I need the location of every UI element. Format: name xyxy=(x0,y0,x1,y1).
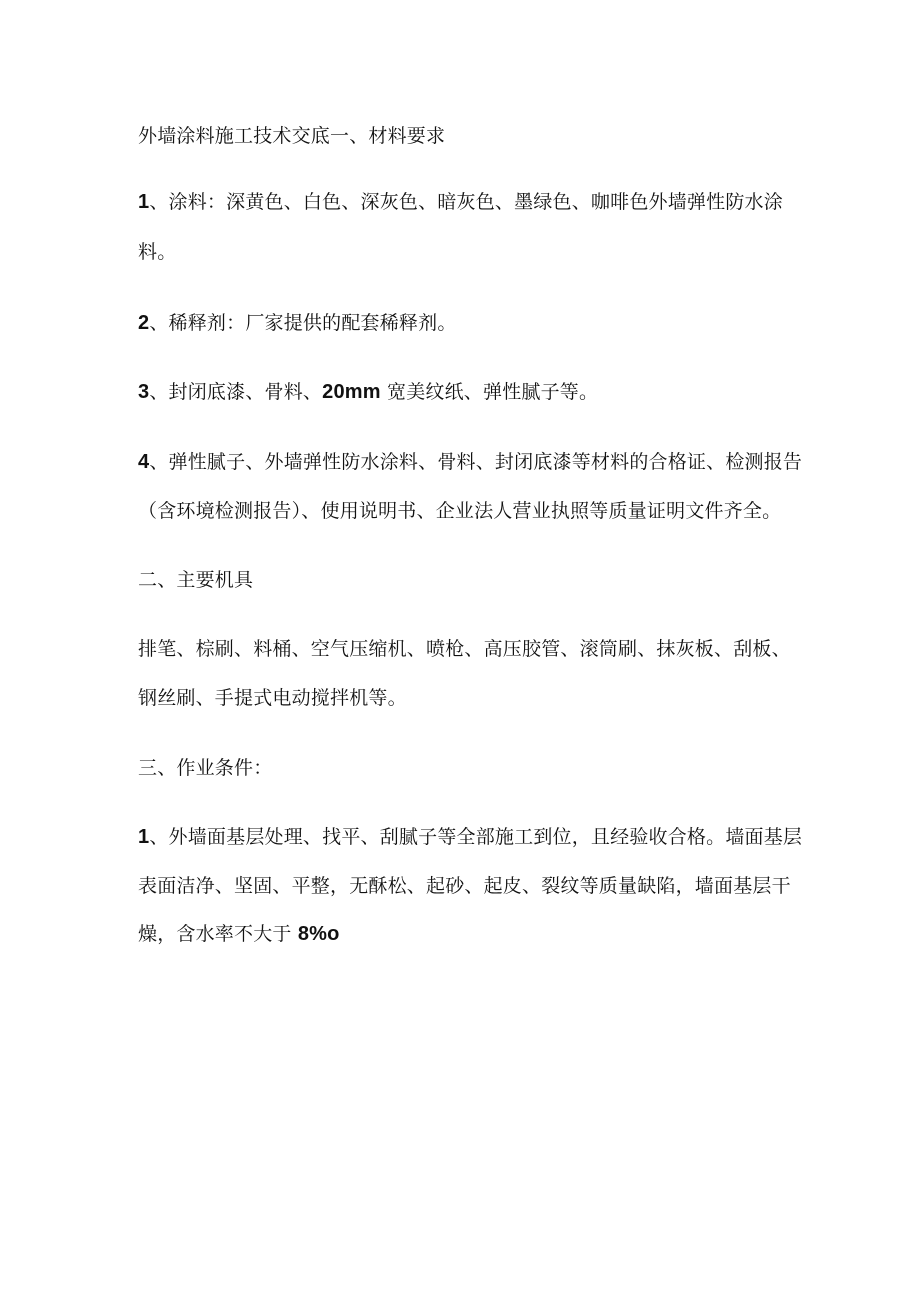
item-number: 4 xyxy=(138,451,150,473)
item-text: 、弹性腻子、外墙弹性防水涂料、骨料、封闭底漆等材料的合格证、检测报告 xyxy=(149,451,803,473)
tools-line-1: 排笔、棕刷、料桶、空气压缩机、喷枪、高压胶管、滚筒刷、抹灰板、刮板、 xyxy=(138,638,791,660)
material-item-4-line-2: （含环境检测报告）、使用说明书、企业法人营业执照等质量证明文件齐全。 xyxy=(138,500,782,522)
condition-item-1-line-2: 表面洁净、坚固、平整，无酥松、起砂、起皮、裂纹等质量缺陷，墙面基层干 xyxy=(138,875,791,897)
item-number: 1 xyxy=(138,826,150,848)
item-number: 2 xyxy=(138,312,150,334)
item-text: 、涂料：深黄色、白色、深灰色、暗灰色、墨绿色、咖啡色外墙弹性防水涂 xyxy=(149,191,783,213)
item-number: 1 xyxy=(138,191,150,213)
tape-width: 20mm xyxy=(322,381,381,403)
document-title: 外墙涂料施工技术交底一、材料要求 xyxy=(138,125,446,147)
material-item-4-line-1 xyxy=(138,450,802,474)
material-item-2 xyxy=(138,311,457,335)
item-text: 、稀释剂：厂家提供的配套稀释剂。 xyxy=(149,312,457,334)
item-text: 燥，含水率不大于 xyxy=(138,923,298,945)
item-number: 3 xyxy=(138,381,150,403)
moisture-value: 8%o xyxy=(297,923,340,945)
condition-item-1-line-1 xyxy=(138,825,802,849)
condition-item-1-line-3 xyxy=(138,922,340,946)
material-item-1-line-1 xyxy=(138,190,783,214)
section-heading-tools: 二、主要机具 xyxy=(138,569,254,591)
material-item-3 xyxy=(138,380,598,404)
material-item-1-line-2: 料。 xyxy=(138,241,177,263)
item-text: 、外墙面基层处理、找平、刮腻子等全部施工到位，且经验收合格。墙面基层 xyxy=(149,826,803,848)
item-text: 宽美纹纸、弹性腻子等。 xyxy=(380,381,599,403)
tools-line-2: 钢丝刷、手提式电动搅拌机等。 xyxy=(138,687,407,709)
section-heading-conditions: 三、作业条件： xyxy=(138,757,273,779)
item-text: 、封闭底漆、骨料、 xyxy=(149,381,323,403)
